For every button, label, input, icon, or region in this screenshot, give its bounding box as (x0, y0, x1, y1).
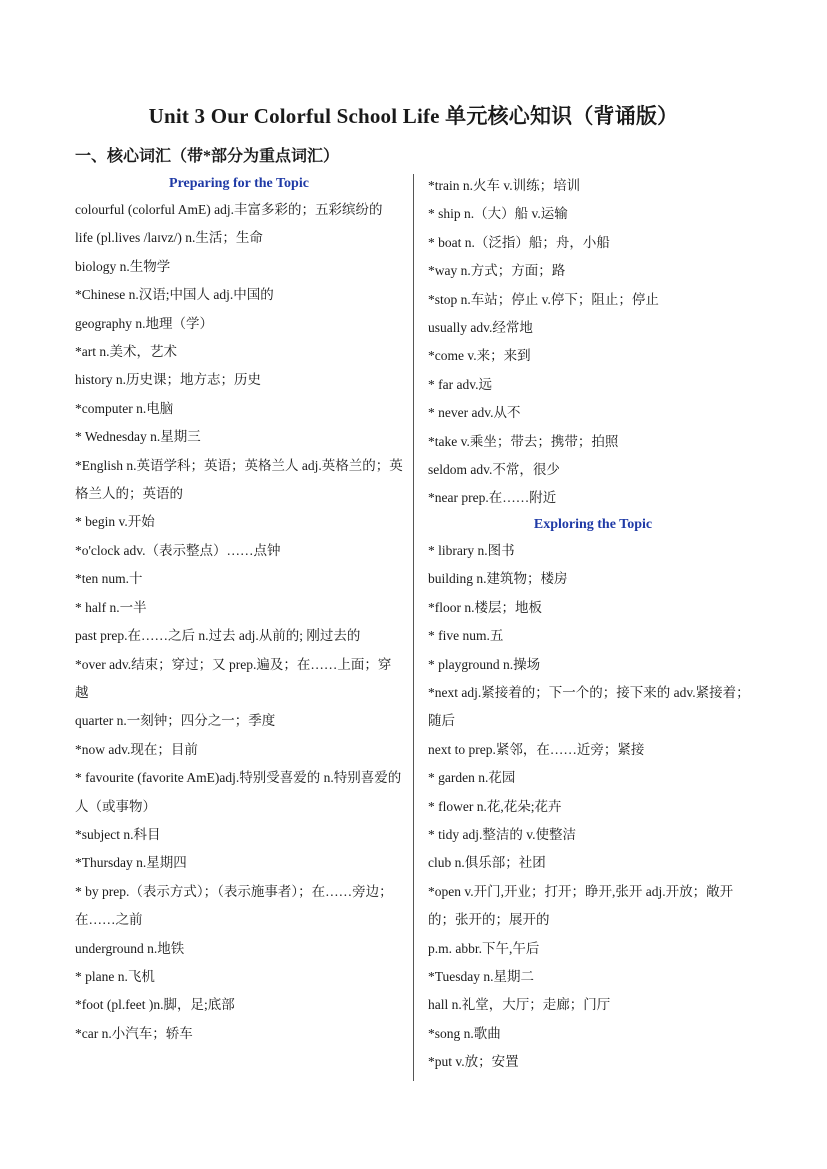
vocab-entry: seldom adv.不常，很少 (428, 462, 560, 478)
vocab-entry: * boat n.（泛指）船；舟，小船 (428, 234, 610, 250)
vocab-entry: underground n.地铁 (75, 940, 185, 956)
vocab-entry: biology n.生物学 (75, 258, 171, 274)
vocab-entry: *way n.方式；方面；路 (428, 263, 566, 279)
section-heading: 一、核心词汇（带*部分为重点词汇） (75, 148, 340, 165)
left-vocab-list (75, 196, 403, 1048)
vocab-entry: past prep.在……之后 n.过去 adj.从前的; 刚过去的 (75, 628, 361, 644)
vocab-entry: colourful (colorful AmE) adj.丰富多彩的；五彩缤纷的 (75, 202, 383, 217)
vocab-entry: * playground n.操场 (428, 656, 541, 672)
vocab-entry: * flower n.花,花朵;花卉 (428, 798, 562, 814)
vocab-entry: *over adv.结束；穿过；又 prep.遍及；在……上面；穿越 (75, 656, 392, 700)
vocab-entry: *train n.火车 v.训练；培训 (428, 178, 581, 193)
right-vocab-list-top (428, 172, 758, 513)
left-column (75, 172, 403, 1048)
vocab-entry: *stop n.车站；停止 v.停下；阻止；停止 (428, 291, 659, 307)
right-column (428, 172, 758, 1077)
vocab-entry: next to prep.紧邻，在……近旁；紧接 (428, 741, 645, 757)
vocab-entry: *now adv.现在；目前 (75, 741, 198, 757)
vocab-entry: * never adv.从不 (428, 405, 521, 421)
vocab-entry: *floor n.楼层；地板 (428, 599, 542, 615)
left-subheading: Preparing for the Topic (169, 176, 309, 191)
vocab-entry: *next adj.紧接着的；下一个的；接下来的 adv.紧接着；随后 (428, 684, 750, 729)
vocab-entry: *ten num.十 (75, 571, 143, 587)
vocab-entry: *put v.放；安置 (428, 1054, 519, 1070)
vocab-entry: *o'clock adv.（表示整点）……点钟 (75, 542, 281, 558)
vocab-entry: * begin v.开始 (75, 514, 155, 530)
vocab-entry: *take v.乘坐；带去；携带；拍照 (428, 433, 619, 449)
vocab-entry: *art n.美术，艺术 (75, 344, 177, 360)
vocab-entry: *come v.来；来到 (428, 348, 531, 364)
vocab-entry: life (pl.lives /laɪvz/) n.生活；生命 (75, 230, 263, 246)
vocab-entry: *open v.开门,开业；打开；睁开,张开 adj.开放；敞开的；张开的；展开的 (428, 883, 734, 928)
vocab-entry: * favourite (favorite AmE)adj.特别受喜爱的 n.特别喜爱的人（或事物） (75, 770, 402, 814)
vocab-entry: building n.建筑物；楼房 (428, 571, 568, 587)
page-title: Unit 3 Our Colorful School Life 单元核心知识（背诵版） (148, 104, 679, 128)
vocab-entry: history n.历史课；地方志；历史 (75, 372, 262, 388)
vocab-entry: *near prep.在……附近 (428, 490, 557, 506)
vocab-entry: * tidy adj.整洁的 v.使整洁 (428, 826, 576, 842)
vocab-entry: *Tuesday n.星期二 (428, 968, 535, 984)
vocab-entry: *car n.小汽车；轿车 (75, 1025, 193, 1041)
vocab-entry: hall n.礼堂，大厅；走廊；门厅 (428, 997, 611, 1013)
vocab-entry: * five num.五 (428, 628, 504, 644)
vocab-entry: club n.俱乐部；社团 (428, 855, 546, 871)
vocab-entry: usually adv.经常地 (428, 320, 533, 336)
vocab-entry: *Chinese n.汉语;中国人 adj.中国的 (75, 287, 274, 303)
vocab-entry: * Wednesday n.星期三 (75, 429, 201, 445)
vocab-entry: *English n.英语学科；英语；英格兰人 adj.英格兰的；英格兰人的；英语的 (75, 457, 403, 502)
vocab-entry: *Thursday n.星期四 (75, 855, 187, 871)
right-subheading: Exploring the Topic (533, 516, 653, 532)
right-vocab-list-bottom (428, 537, 758, 1077)
vocab-entry: * half n.一半 (75, 599, 147, 615)
vocab-entry: *computer n.电脑 (75, 400, 174, 416)
vocab-entry: geography n.地理（学） (75, 315, 213, 331)
vocab-entry: *foot (pl.feet )n.脚，足;底部 (75, 997, 235, 1013)
vocab-entry: p.m. abbr.下午,午后 (428, 940, 540, 956)
vocab-entry: * plane n.飞机 (75, 968, 155, 984)
vocab-entry: * library n.图书 (428, 542, 515, 558)
vocab-entry: * far adv.远 (428, 376, 492, 392)
vocab-entry: *subject n.科目 (75, 826, 161, 842)
vocab-entry: quarter n.一刻钟；四分之一；季度 (75, 713, 276, 729)
vocab-entry: * ship n.（大）船 v.运输 (428, 206, 568, 222)
vocab-entry: * by prep.（表示方式）；（表示施事者）；在……旁边；在……之前 (75, 883, 393, 928)
vocab-entry: *song n.歌曲 (428, 1025, 501, 1041)
vocab-entry: * garden n.花园 (428, 770, 516, 786)
column-divider (413, 174, 414, 1081)
